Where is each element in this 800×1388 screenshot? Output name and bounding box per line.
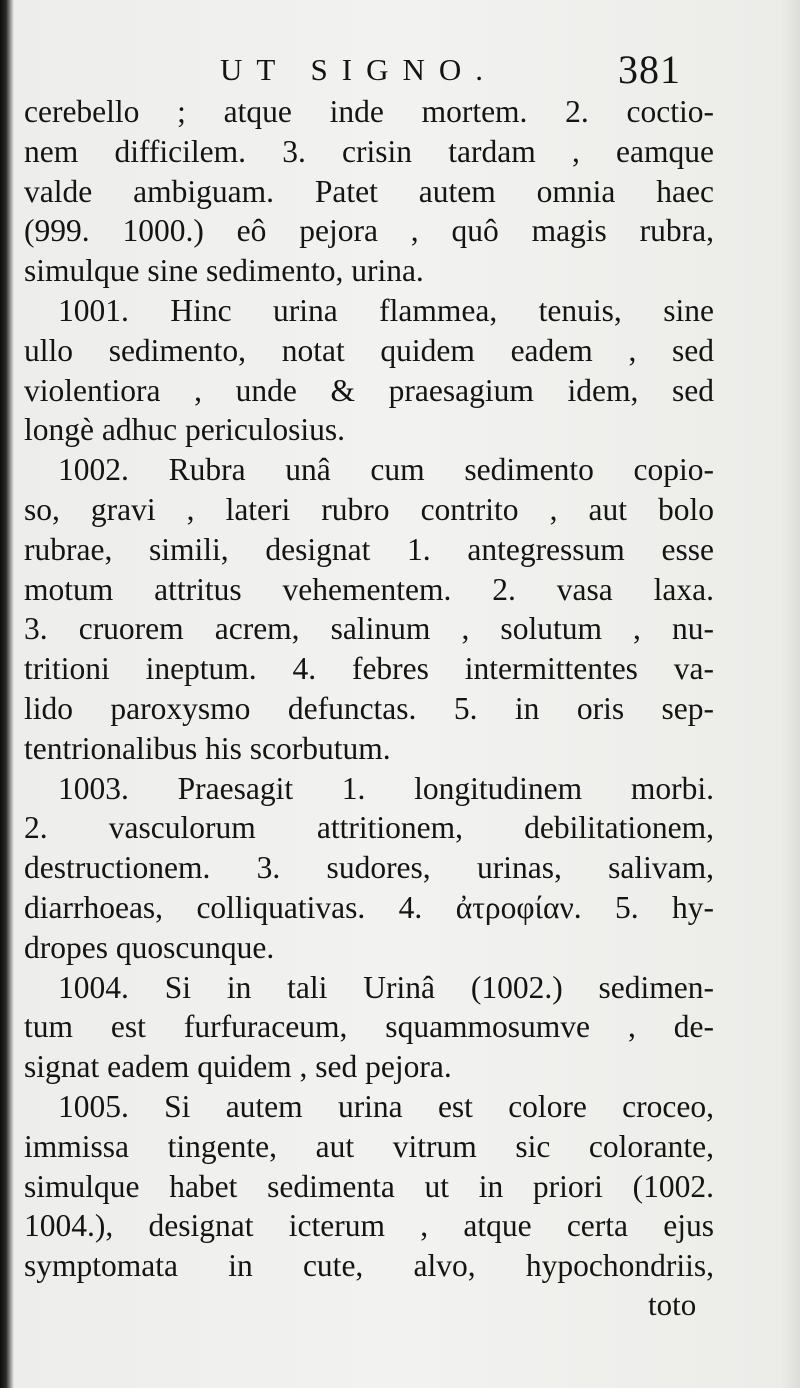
text-line: violentiora , unde & praesagium idem, sed (24, 372, 714, 408)
text-line: 1004. Si in tali Urinâ (1002.) sedimen- (58, 969, 714, 1005)
text-line: diarrhoeas, colliquativas. 4. ἀτροφίαν. 5. hy- (24, 889, 714, 925)
catchword: toto (648, 1287, 697, 1322)
text-line: so, gravi , lateri rubro contrito , aut bolo (24, 491, 714, 527)
text-line: 3. cruorem acrem, salinum , solutum , nu- (24, 611, 714, 647)
page-header (0, 44, 800, 94)
page-number: 381 (618, 47, 681, 92)
text-line: immissa tingente, aut vitrum sic colorante, (24, 1128, 714, 1164)
text-line: 1001. Hinc urina flammea, tenuis, sine (58, 292, 714, 328)
text-line: ullo sedimento, notat quidem eadem , sed (24, 332, 714, 368)
text-line: 1003. Praesagit 1. longitudinem morbi. (58, 770, 714, 806)
text-line: symptomata in cute, alvo, hypochondriis, (24, 1248, 714, 1284)
text-line: valde ambiguam. Patet autem omnia haec (24, 173, 714, 209)
body-text (24, 92, 714, 1286)
text-line: dropes quoscunque. (24, 929, 275, 965)
running-head: UT SIGNO. (220, 52, 497, 87)
text-line: motum attritus vehementem. 2. vasa laxa. (24, 571, 714, 607)
text-line: 1005. Si autem urina est colore croceo, (58, 1088, 714, 1124)
text-line: 1002. Rubra unâ cum sedimento copio- (58, 452, 714, 488)
text-line: tritioni ineptum. 4. febres intermittentes va- (24, 651, 714, 687)
text-line: 2. vasculorum attritionem, debilitationem, (24, 810, 714, 846)
text-line: (999. 1000.) eô pejora , quô magis rubra, (24, 213, 714, 249)
text-line: signat eadem quidem , sed pejora. (24, 1049, 452, 1085)
text-line: lido paroxysmo defunctas. 5. in oris sep- (24, 690, 714, 726)
text-line: tentrionalibus his scorbutum. (24, 730, 391, 766)
text-line: cerebello ; atque inde mortem. 2. coctio- (24, 94, 714, 129)
text-line: 1004.), designat icterum , atque certa ejus (24, 1208, 714, 1244)
text-line: tum est furfuraceum, squammosumve , de- (24, 1009, 714, 1045)
text-line: rubrae, simili, designat 1. antegressum esse (24, 531, 714, 567)
text-line: simulque sine sedimento, urina. (24, 253, 424, 289)
text-line: longè adhuc periculosius. (24, 412, 346, 448)
text-line: destructionem. 3. sudores, urinas, salivam, (24, 850, 714, 886)
text-line: simulque habet sedimenta ut in priori (1002. (24, 1168, 714, 1204)
text-line: nem difficilem. 3. crisin tardam , eamque (24, 133, 714, 169)
